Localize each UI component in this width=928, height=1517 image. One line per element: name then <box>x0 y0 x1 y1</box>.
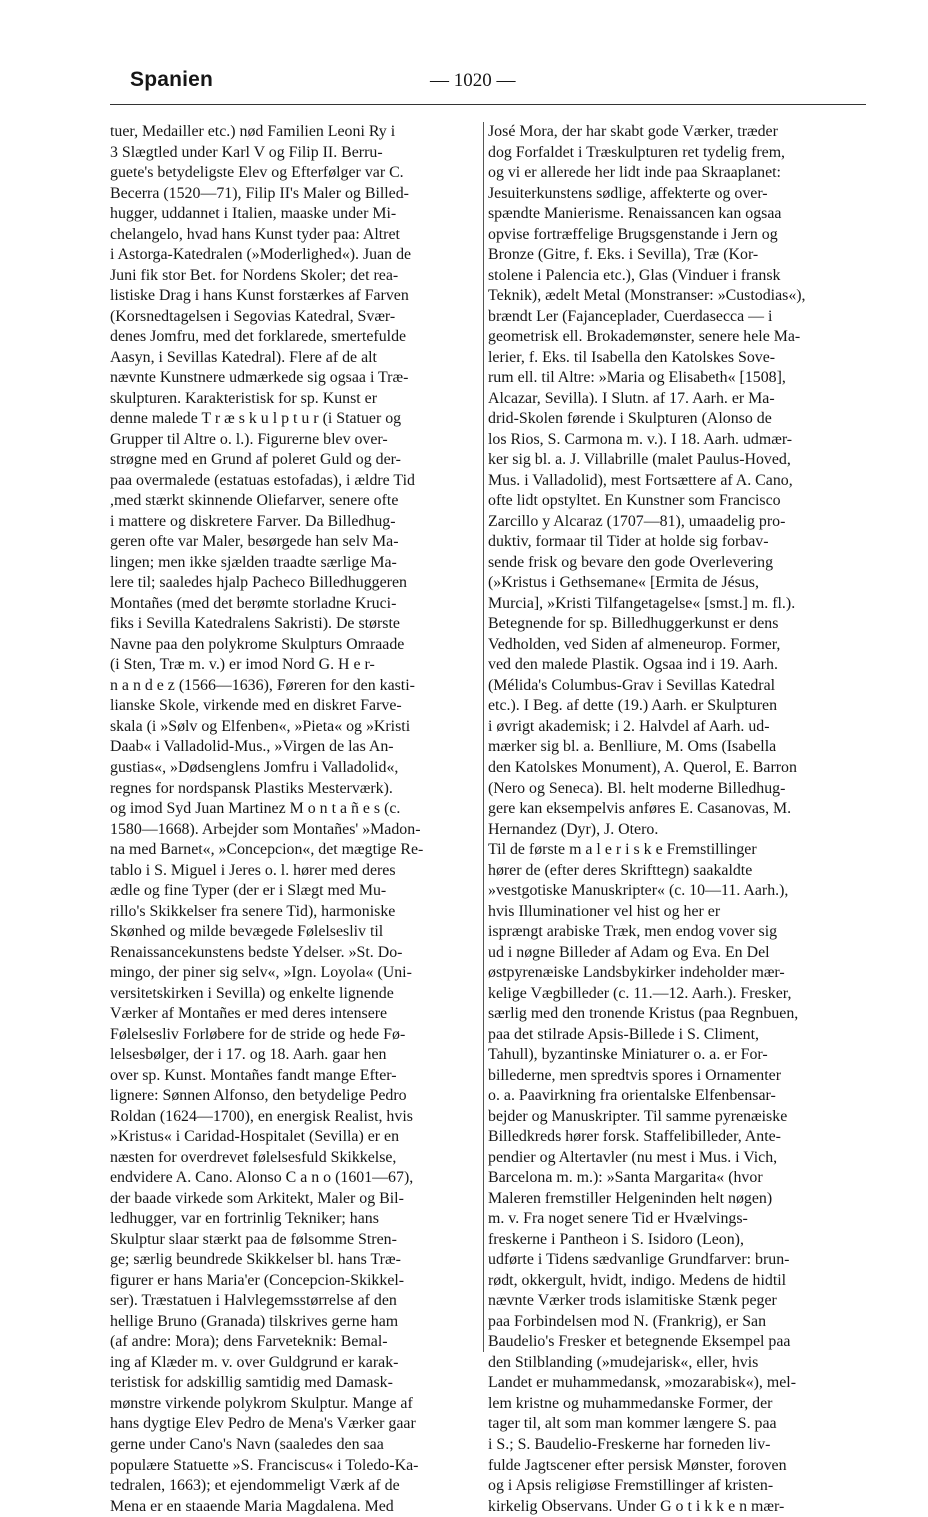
paragraph: tuer, Medailler etc.) nød Familien Leoni Ry i 3 Slægtled under Karl V og Filip II. Berru- guete's betydeligste Elev og Efterfølger var C. Becerra (1520—71), Filip II's Maler og Billed- hugger, uddannet i Italien, maaske under Mi- chelangelo, hvad hans Kunst tyder paa: Altret i Astorga-Katedralen (»Moderlighed«). Juan de Juni fik stor Bet. for Nordens Skoler; det rea- listiske Drag i hans Kunst forstærkes af Farven (Korsnedtagelsen i Segovias Katedral, Svær- denes Jomfru, med det forklarede, smertefulde Aasyn, i Sevillas Katedral). Flere af de alt nævnte Kunstnere udmærkede sig ogsaa i Træ- skulpturen. Karakteristisk for sp. Kunst er denne malede T r æ s k u l p t u r (i Statuer og Grupper til Altre o. l.). Figurerne blev over- strøgne med en Grund af poleret Guld og der- paa overmalede (estatuas estofadas), i ældre Tid ,med stærkt skinnende Oliefarver, senere ofte i mattere og diskretere Farver. Da Billedhug- geren ofte var Maler, besørgede han selv Ma- lingen; men ikke sjælden traadte særlige Ma- lere til; saaledes hjalp Pacheco Billedhuggeren Montañes (med det berømte storladne Kruci- fiks i Sevilla Katedralens Sakristi). De største Navne paa den polykrome Skulpturs Omraade (i Sten, Træ m. v.) er imod Nord G. H e r- n a n d e z (1566—1636), Føreren for den kasti- lianske Skole, virkende med en diskret Farve- skala (i »Sølv og Elfenben«, »Pieta« og »Kristi Daab« i Valladolid-Mus., »Virgen de las An- gustias«, »Dødsenglens Jomfru i Valladolid«, regnes for nordspansk Plastiks Mesterværk). og imod Syd Juan Martinez M o n t a ñ e s (c. 1580—1668). Arbejder som Montañes' »Madon- na med Barnet«, »Concepcion«, det mægtige Re- tablo i S. Miguel i Jeres o. l. hører med deres ædle og fine Typer (der er i Slægt med Mu- rillo's Skikkelser fra senere Tid), harmoniske Skønhed og milde bevægede Følelsesliv til Renaissancekunstens bedste Ydelser. »St. Do- mingo, der piner sig selv«, »Ign. Loyola« (Uni- versitetskirken i Sevilla) og enkelte lignende Værker af Montañes er med deres intensere Følelsesliv Forløbere for de stride og hede Fø- lelsesbølger, der i 17. og 18. Aarh. gaar hen over sp. Kunst. Montañes fandt mange Efter- lignere: Sønnen Alfonso, den betydelige Pedro Roldan (1624—1700), en energisk Realist, hvis »Kristus« i Caridad-Hospitalet (Sevilla) er en næsten for overdrevet følelsesfuld Skikkelse, endvidere A. Cano. Alonso C a n o (1601—67), der baade virkede som Arkitekt, Maler og Bil- ledhugger, var en fortrinlig Tekniker; hans Skulptur slaar stærkt paa de følsomme Stren- ge; særlig beundrede Skikkelser bl. hans Træ- figurer er hans Maria'er (Concepcion-Skikkel- ser). Træstatuen i Halvlegemsstørrelse af den hellige Bruno (Granada) tilskrives gerne ham (af andre: Mora); dens Farveteknik: Bemal- ing af Klæder m. v. over Guldgrund er karak- teristisk for adskillig samtidig med Damask- mønstre virkende polykrom Skulptur. Mange af hans dygtige Elev Pedro de Mena's Værker gaar gerne under Cano's Navn (saaledes den saa populære Statuette »S. Franciscus« i Toledo-Ka- tedralen, 1663); et ejendommeligt Værk af de Mena er en staaende Maria Magdalena. Med <box>110 123 424 1515</box>
left-column <box>110 122 486 1517</box>
column-divider <box>483 122 484 1352</box>
paragraph: José Mora, der har skabt gode Værker, træder dog Forfaldet i Træskulpturen ret tydelig frem, og vi er allerede her lidt inde paa Skraaplanet: Jesuiterkunstens sødlige, affekterte og over- spændte Manierisme. Renaissancen kan ogsaa opvise fortræffelige Brugsgenstande i Jern og Bronze (Gitre, f. Eks. i Sevilla), Træ (Kor- stolene i Palencia etc.), Glas (Vinduer i fransk Teknik), ædelt Metal (Monstranser: »Custodias«), brændt Ler (Fajanceplader, Cuerdasecca — i geometrisk ell. Brokademønster, senere hele Ma- lerier, f. Eks. til Isabella den Katolskes Sove- rum ell. til Altre: »Maria og Elisabeth« [1508], Alcazar, Sevilla). I Slutn. af 17. Aarh. er Ma- drid-Skolen førende i Skulpturen (Alonso de los Rios, S. Carmona m. v.). I 18. Aarh. udmær- ker sig bl. a. J. Villabrille (malet Paulus-Hoved, Mus. i Valladolid), mest Fortsættere af A. Cano, ofte lidt opstyltet. En Kunstner som Francisco Zarcillo y Alcaraz (1707—81), umaadelig pro- duktiv, formaar til Tider at holde sig forbav- sende frisk og bevare den gode Overlevering (»Kristus i Gethsemane« [Ermita de Jésus, Murcia], »Kristi Tilfangetagelse« [smst.] m. fl.). <box>488 123 806 612</box>
running-title: Spanien <box>130 68 214 91</box>
page-number: — 1020 — <box>430 70 516 91</box>
right-column <box>488 122 864 1517</box>
paragraph: Betegnende for sp. Billedhuggerkunst er dens Vedholden, ved Siden af almeneurop. Former, ved den malede Plastik. Ogsaa ind i 19. Aarh. (Mélida's Columbus-Grav i Sevillas Katedral etc.). I Beg. af dette (19.) Aarh. er Skulpturen i øvrigt akademisk; i 2. Halvdel af Aarh. ud- mærker sig bl. a. Benlliure, M. Oms (Isabella den Katolskes Monument), A. Querol, E. Barron (Nero og Seneca). Bl. helt moderne Billedhug- gere kan eksempelvis anføres E. Casanovas, M. Hernandez (Dyr), J. Otero. <box>488 615 797 838</box>
page-header <box>110 64 866 98</box>
paragraph: Til de første m a l e r i s k e Fremstillinger hører de (efter deres Skrifttegn) saakaldte »vestgotiske Manuskripter« (c. 10—11. Aarh.), hvis Illuminationer vel hist og her er isprængt arabiske Træk, men endog vover sig ud i nøgne Billeder af Adam og Eva. En Del østpyrenæiske Landsbykirker indeholder mær- kelige Vægbilleder (c. 11.—12. Aarh.). Fresker, særlig med den tronende Kristus (paa Regnbuen, paa det stilrade Apsis-Billede i S. Climent, Tahull), byzantinske Miniaturer o. a. er For- billederne, men spredtvis spores i Ornamenter o. a. Paavirkning fra orientalske Elfenbensar- bejder og Manuskripter. Til samme pyrenæiske Billedkreds hører forsk. Staffelibilleder, Ante- pendier og Altertavler (nu mest i Mus. i Vich, Barcelona m. m.): »Santa Margarita« (hvor Maleren fremstiller Helgeninden helt nøgen) m. v. Fra noget senere Tid er Hvælvings- freskerne i Pantheon i S. Isidoro (Leon), udførte i Tidens sædvanlige Grundfarver: brun- rødt, okkergult, hvidt, indigo. Medens de hidtil nævnte Værker trods islamitiske Stænk peger paa Forbindelsen mod N. (Frankrig), er San Baudelio's Fresker et betegnende Eksempel paa den Stilblanding (»mudejarisk«, eller, hvis Landet er muhammedansk, »mozarabisk«), mel- lem kristne og muhammedanske Former, der tager til, alt som man kommer længere S. paa i S.; S. Baudelio-Freskerne har forneden liv- fulde Jagtscener efter persisk Mønster, foroven og i Apsis religiøse Fremstillinger af kristen- kirkelig Observans. Under G o t i k k e n mær- <box>488 841 799 1515</box>
header-rule <box>110 104 866 105</box>
